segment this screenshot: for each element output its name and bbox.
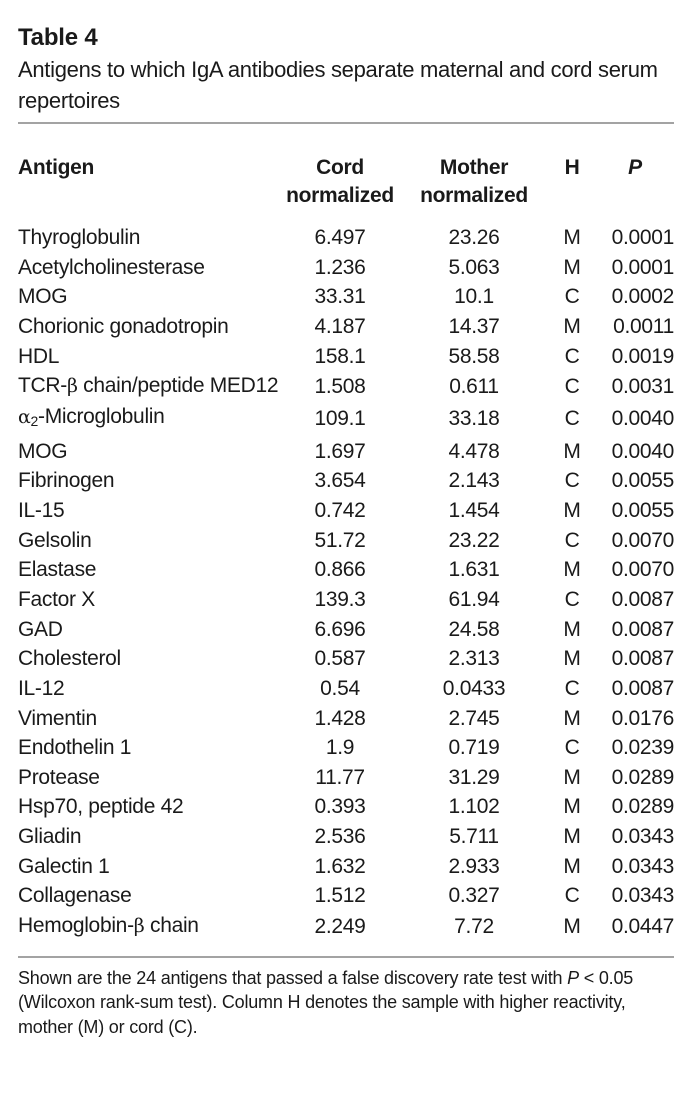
table-caption: Antigens to which IgA antibodies separate maternal and cord serum repertoires <box>18 57 658 113</box>
cell-h: C <box>564 469 580 493</box>
cell-mother: 14.37 <box>448 314 500 338</box>
antigen-greek-letter: β <box>66 375 78 398</box>
table-row <box>18 792 674 822</box>
cell-mother: 23.22 <box>448 528 500 552</box>
cell-cord: 11.77 <box>315 765 365 789</box>
cell-cord: 158.1 <box>314 344 366 368</box>
cell-p: 0.0002 <box>611 285 674 309</box>
cell-mother: 24.58 <box>448 617 500 641</box>
table-row <box>18 555 674 585</box>
cell-h: M <box>563 647 581 671</box>
header-mother-line2: normalized <box>420 184 528 207</box>
cell-cord: 51.72 <box>314 528 366 552</box>
cell-cord: 0.866 <box>314 558 366 582</box>
cell-p: 0.0447 <box>611 914 674 938</box>
cell-cord: 1.9 <box>325 736 355 760</box>
antigen-prefix: Hemoglobin- <box>18 914 134 938</box>
antigen-subscript: 2 <box>30 412 39 429</box>
cell-antigen: Thyroglobulin <box>18 226 141 249</box>
antigen-table <box>18 154 674 942</box>
table-row <box>18 342 674 372</box>
cell-h: M <box>563 498 581 522</box>
cell-h: C <box>564 528 580 552</box>
cell-p: 0.0087 <box>611 676 674 700</box>
cell-cord: 2.536 <box>314 825 366 849</box>
cell-antigen: MOG <box>18 285 68 309</box>
table-row <box>18 496 674 526</box>
cell-h: C <box>564 374 580 398</box>
cell-mother: 0.611 <box>449 374 499 398</box>
cell-mother: 10.1 <box>454 285 494 309</box>
table-body <box>18 223 674 942</box>
table-row <box>18 733 674 763</box>
cell-antigen: Galectin 1 <box>18 854 110 878</box>
cell-p: 0.0087 <box>611 647 674 671</box>
cell-mother: 4.478 <box>448 439 500 463</box>
cell-antigen: Chorionic gonadotropin <box>18 314 229 338</box>
cell-cord: 1.632 <box>314 854 366 878</box>
cell-mother: 1.454 <box>448 498 500 522</box>
cell-mother: 33.18 <box>448 407 500 431</box>
table-row <box>18 223 674 253</box>
cell-antigen <box>18 402 280 437</box>
table-title: Table 4 <box>18 24 98 51</box>
cell-antigen: MOG <box>18 439 68 463</box>
table-header <box>18 154 674 223</box>
header-mother <box>400 154 548 223</box>
antigen-greek-letter: β <box>133 915 145 938</box>
cell-cord: 1.236 <box>314 255 366 279</box>
cell-mother: 2.143 <box>448 469 500 493</box>
cell-antigen: Cholesterol <box>18 647 121 671</box>
top-rule <box>18 122 674 124</box>
table-row <box>18 852 674 882</box>
cell-p: 0.0031 <box>611 374 674 398</box>
cell-p: 0.0176 <box>611 706 674 730</box>
cell-h: C <box>564 587 580 611</box>
table-row <box>18 526 674 556</box>
cell-cord: 4.187 <box>314 314 366 338</box>
table-row <box>18 615 674 645</box>
cell-h: C <box>564 884 580 908</box>
cell-antigen: IL-12 <box>18 676 65 700</box>
cell-antigen: Endothelin 1 <box>18 736 132 760</box>
cell-cord: 109.1 <box>314 407 366 431</box>
table-row <box>18 763 674 793</box>
cell-p: 0.0087 <box>611 587 674 611</box>
cell-cord: 1.508 <box>314 374 366 398</box>
cell-h: C <box>564 736 580 760</box>
cell-antigen <box>18 371 280 402</box>
antigen-greek-letter: α <box>18 405 31 428</box>
cell-h: C <box>564 407 580 431</box>
cell-antigen: Elastase <box>18 558 97 582</box>
header-cord-line2: normalized <box>286 184 394 207</box>
cell-p: 0.0055 <box>611 469 674 493</box>
cell-h: M <box>563 914 581 938</box>
cell-p: 0.0001 <box>611 255 674 279</box>
cell-mother: 0.719 <box>448 736 500 760</box>
cell-h: M <box>563 854 581 878</box>
cell-cord: 6.696 <box>314 617 366 641</box>
table-row <box>18 704 674 734</box>
antigen-prefix: TCR- <box>18 374 67 398</box>
cell-p: 0.0239 <box>611 736 674 760</box>
cell-p: 0.0011 <box>613 314 674 338</box>
cell-mother: 1.631 <box>448 558 500 582</box>
table-footnote <box>18 966 674 1040</box>
cell-h: M <box>563 255 581 279</box>
bottom-rule <box>18 956 674 958</box>
cell-antigen: GAD <box>18 617 63 641</box>
cell-p: 0.0289 <box>611 795 674 819</box>
cell-cord: 0.742 <box>314 498 366 522</box>
cell-mother: 0.0433 <box>442 676 506 700</box>
footnote-text-1: Shown are the 24 antigens that passed a false discovery rate test with <box>18 967 568 988</box>
cell-cord: 6.497 <box>314 226 366 249</box>
cell-h: M <box>563 226 581 249</box>
antigen-suffix: -Microglobulin <box>38 404 165 428</box>
cell-antigen: IL-15 <box>18 498 65 522</box>
cell-h: M <box>563 558 581 582</box>
cell-h: C <box>564 344 580 368</box>
cell-mother: 2.313 <box>448 647 500 671</box>
cell-p: 0.0087 <box>611 617 674 641</box>
cell-p: 0.0055 <box>611 498 674 522</box>
header-antigen: Antigen <box>18 156 95 179</box>
cell-antigen: Collagenase <box>18 884 132 908</box>
cell-h: M <box>563 825 581 849</box>
header-mother-line1: Mother <box>439 156 509 179</box>
header-p: P <box>628 156 642 179</box>
cell-p: 0.0343 <box>611 825 674 849</box>
cell-h: M <box>563 617 581 641</box>
cell-h: M <box>563 795 581 819</box>
table-row <box>18 911 674 942</box>
cell-mother: 1.102 <box>448 795 500 819</box>
table-row <box>18 282 674 312</box>
table-row <box>18 437 674 467</box>
cell-p: 0.0289 <box>611 765 674 789</box>
header-cord-line1: Cord <box>316 156 364 179</box>
cell-h: C <box>564 676 580 700</box>
table-row <box>18 466 674 496</box>
cell-cord: 2.249 <box>314 914 366 938</box>
cell-mother: 7.72 <box>454 914 494 938</box>
cell-antigen: Acetylcholinesterase <box>18 255 205 279</box>
table-row <box>18 644 674 674</box>
cell-mother: 58.58 <box>448 344 500 368</box>
cell-mother: 5.063 <box>448 255 500 279</box>
header-row <box>18 154 674 223</box>
cell-mother: 23.26 <box>448 226 500 249</box>
table-row <box>18 371 674 402</box>
antigen-suffix: chain <box>144 914 199 938</box>
cell-mother: 5.711 <box>449 825 499 849</box>
cell-h: M <box>563 314 581 338</box>
cell-antigen: Factor X <box>18 587 95 611</box>
cell-antigen: Fibrinogen <box>18 469 115 493</box>
cell-p: 0.0040 <box>611 407 674 431</box>
cell-p: 0.0070 <box>611 558 674 582</box>
header-cord <box>280 154 400 223</box>
table-row <box>18 585 674 615</box>
cell-mother: 0.327 <box>448 884 500 908</box>
cell-mother: 31.29 <box>448 765 500 789</box>
cell-cord: 0.54 <box>320 676 360 700</box>
cell-p: 0.0070 <box>611 528 674 552</box>
cell-h: M <box>563 439 581 463</box>
cell-p: 0.0343 <box>611 884 674 908</box>
cell-cord: 1.428 <box>314 706 366 730</box>
cell-cord: 33.31 <box>314 285 366 309</box>
table-figure <box>18 24 674 1039</box>
table-row <box>18 253 674 283</box>
cell-cord: 3.654 <box>314 469 366 493</box>
cell-antigen: Protease <box>18 765 100 789</box>
table-row <box>18 674 674 704</box>
header-h: H <box>564 156 580 179</box>
cell-cord: 1.697 <box>314 439 366 463</box>
table-row <box>18 402 674 437</box>
cell-antigen: Vimentin <box>18 706 97 730</box>
table-row <box>18 312 674 342</box>
cell-cord: 139.3 <box>314 587 366 611</box>
cell-p: 0.0019 <box>611 344 674 368</box>
cell-mother: 2.745 <box>448 706 500 730</box>
table-row <box>18 881 674 911</box>
cell-mother: 61.94 <box>448 587 500 611</box>
cell-h: M <box>563 765 581 789</box>
cell-cord: 1.512 <box>314 884 366 908</box>
antigen-suffix: chain/peptide MED12 <box>77 374 279 398</box>
cell-antigen: Hsp70, peptide 42 <box>18 795 184 819</box>
footnote-p-symbol: P <box>567 967 579 988</box>
cell-cord: 0.587 <box>314 647 366 671</box>
cell-antigen: Gliadin <box>18 825 82 849</box>
cell-mother: 2.933 <box>448 854 500 878</box>
cell-p: 0.0343 <box>611 854 674 878</box>
cell-antigen <box>18 911 280 942</box>
cell-antigen: Gelsolin <box>18 528 92 552</box>
cell-h: C <box>564 285 580 309</box>
cell-antigen: HDL <box>18 344 60 368</box>
table-row <box>18 822 674 852</box>
cell-cord: 0.393 <box>314 795 366 819</box>
footnote-text-2: < 0.05 (Wilcoxon rank-sum test). Column H denotes the sample with higher reactivity, mother (M) or cord (C). <box>18 967 634 1037</box>
cell-p: 0.0040 <box>611 439 674 463</box>
cell-p: 0.0001 <box>611 226 674 249</box>
cell-h: M <box>563 706 581 730</box>
